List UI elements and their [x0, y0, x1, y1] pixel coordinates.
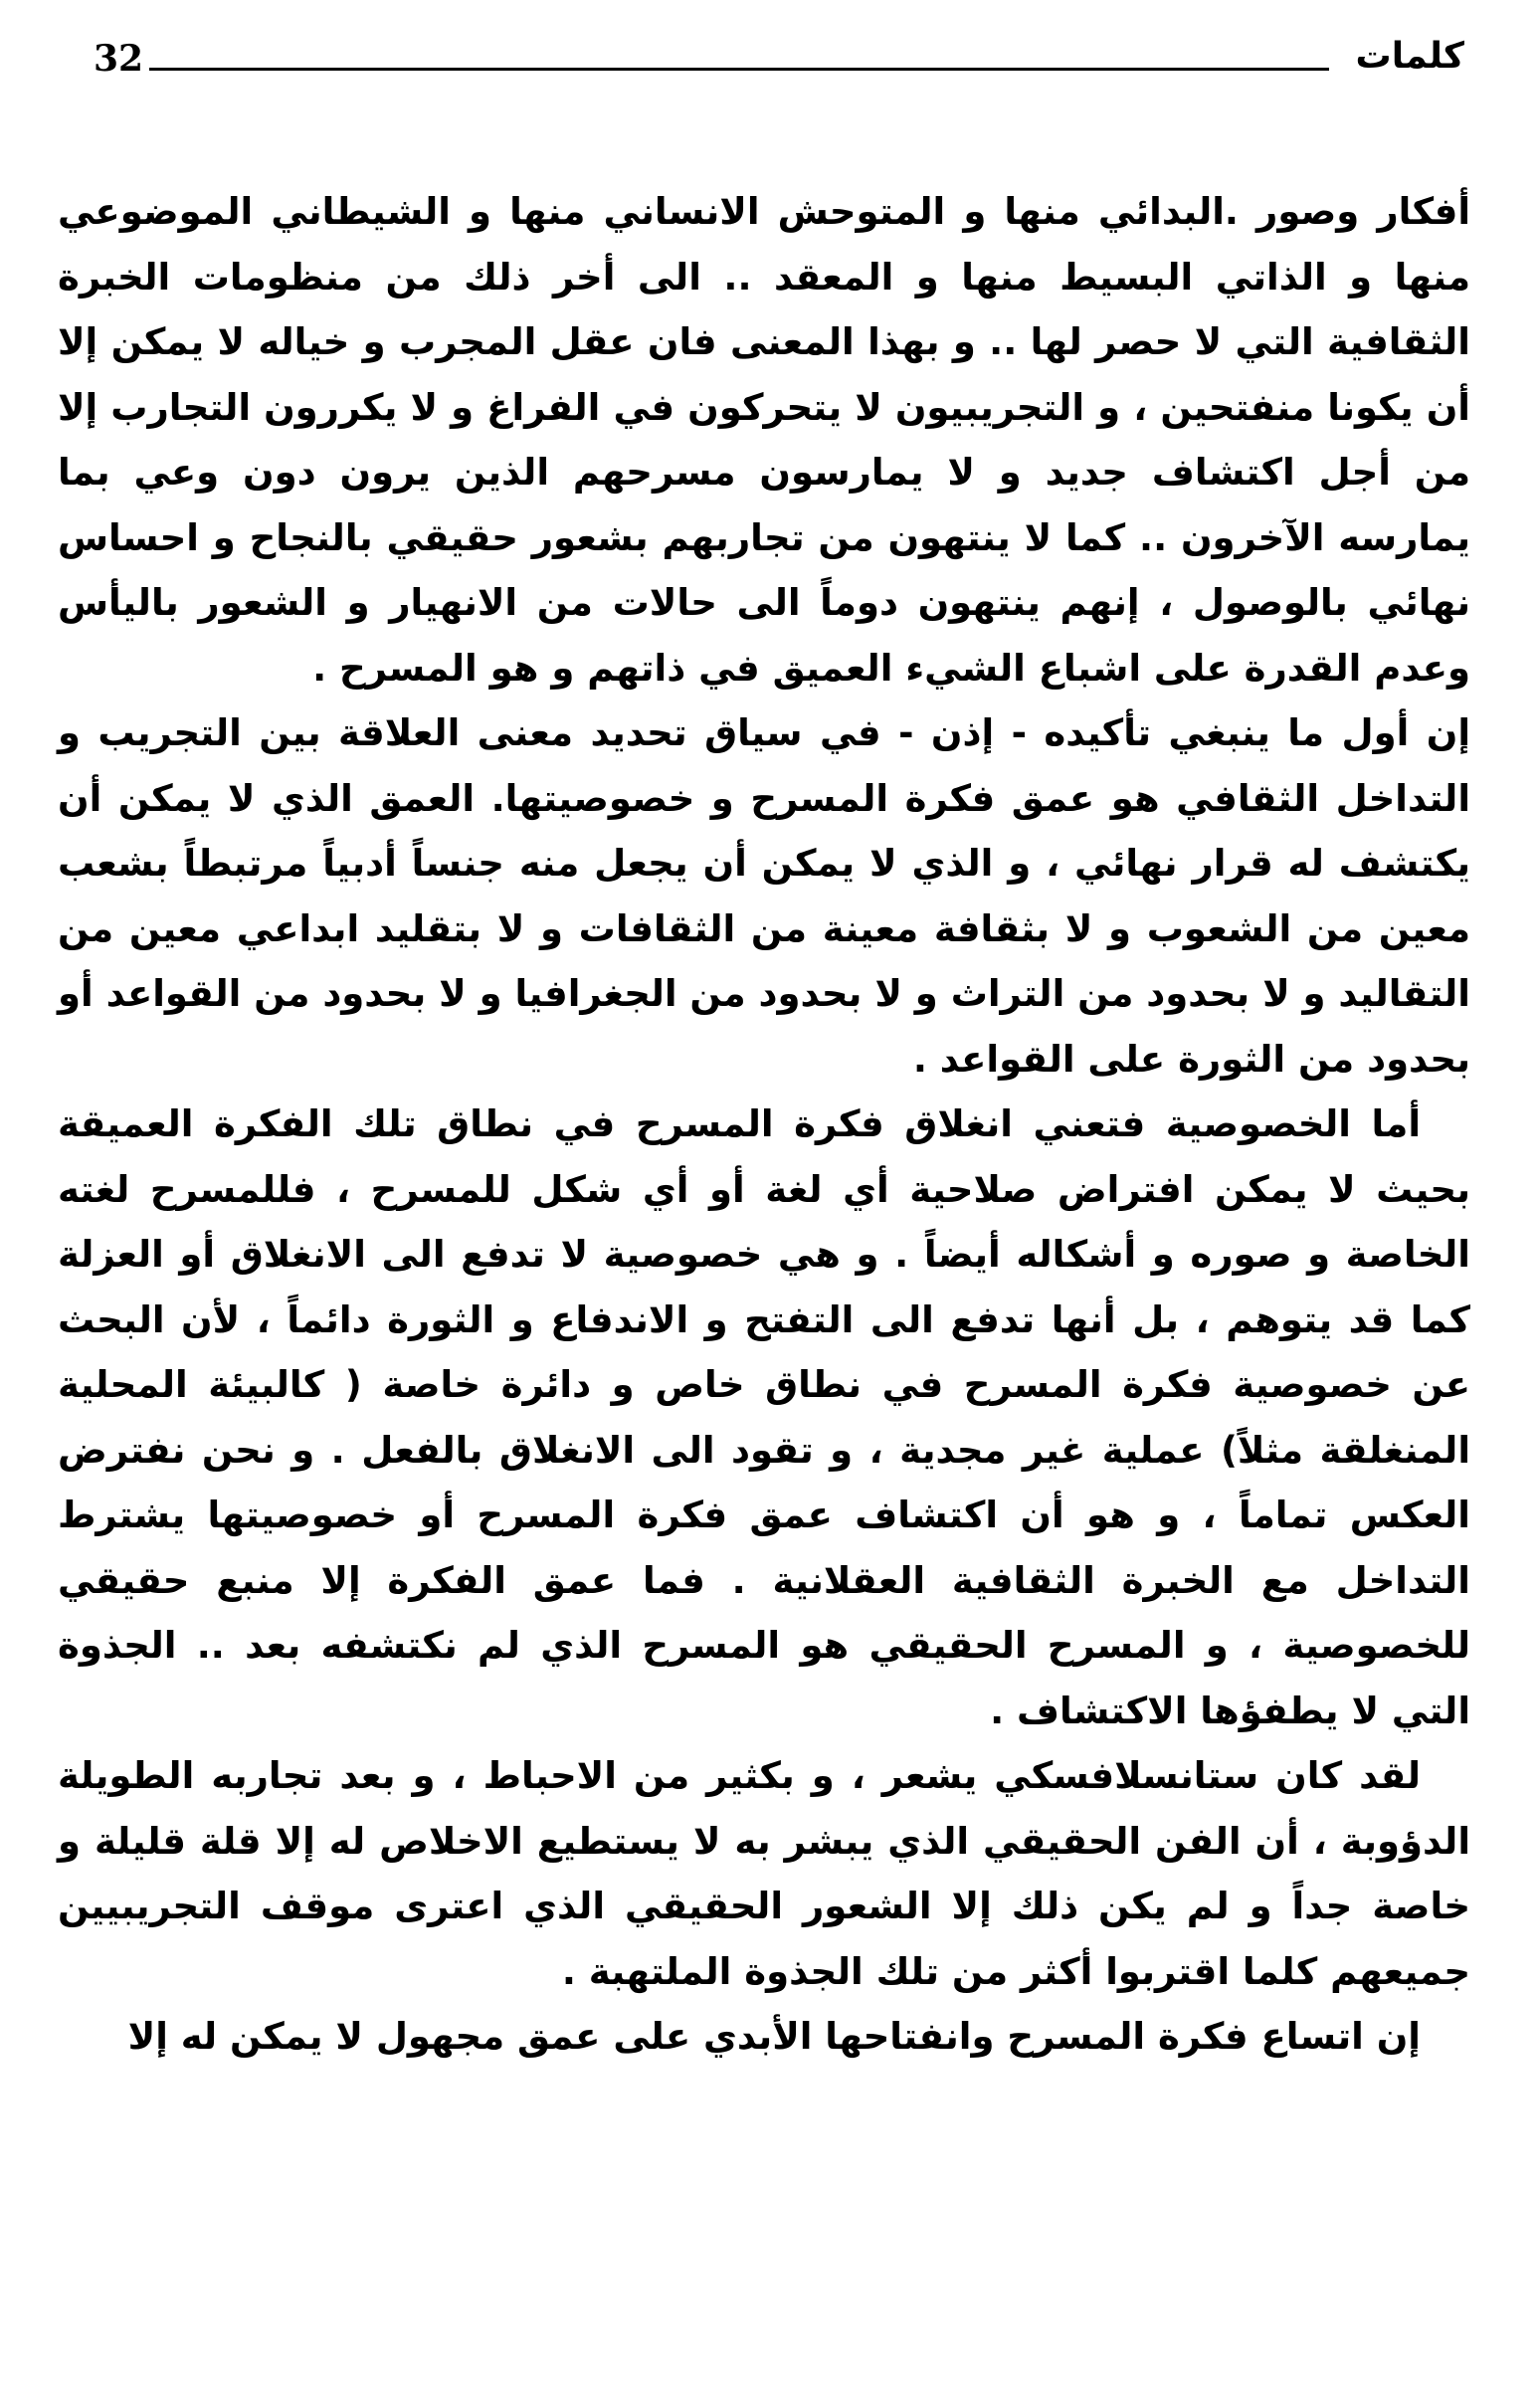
body-text: [58, 179, 1470, 2070]
page-number: 32: [94, 38, 144, 80]
paragraph-1: أفكار وصور .البدائي منها و المتوحش الانساني منها و الشيطاني الموضوعي منها و الذاتي البسيط منها و المعقد .. الى أخر ذلك من منظومات الخبرة الثقافية التي لا حصر لها .. و بهذا المعنى فان عقل المجرب و خياله لا يمكن إلا أن يكونا منفتحين ، و التجريبيون لا يتحركون في الفراغ و لا يكررون التجارب إلا من أجل اكتشاف جديد و لا يمارسون مسرحهم الذين يرون دون وعي بما يمارسه الآخرون .. كما لا ينتهون من تجاربهم بشعور حقيقي بالنجاح و احساس نهائي بالوصول ، إنهم ينتهون دوماً الى حالات من الانهيار و الشعور باليأس وعدم القدرة على اشباع الشيء العميق في ذاتهم و هو المسرح .: [58, 190, 1470, 690]
paragraph-3: أما الخصوصية فتعني انغلاق فكرة المسرح في نطاق تلك الفكرة العميقة بحيث لا يمكن افتراض صلاحية أي لغة أو أي شكل للمسرح ، فللمسرح لغته الخاصة و صوره و أشكاله أيضاً . و هي خصوصية لا تدفع الى الانغلاق أو العزلة كما قد يتوهم ، بل أنها تدفع الى التفتح و الاندفاع و الثورة دائماً ، لأن البحث عن خصوصية فكرة المسرح في نطاق خاص و دائرة خاصة ( كالبيئة المحلية المنغلقة مثلاً) عملية غير مجدية ، و تقود الى الانغلاق بالفعل . و نحن نفترض العكس تماماً ، و هو أن اكتشاف عمق فكرة المسرح أو خصوصيتها يشترط التداخل مع الخبرة الثقافية العقلانية . فما عمق الفكرة إلا منبع حقيقي للخصوصية ، و المسرح الحقيقي هو المسرح الذي لم نكتشفه بعد .. الجذوة التي لا يطفؤها الاكتشاف .: [58, 1102, 1470, 1732]
paragraph-5: إن اتساع فكرة المسرح وانفتاحها الأبدي على عمق مجهول لا يمكن له إلا: [127, 2015, 1421, 2058]
paragraph-4: لقد كان ستانسلافسكي يشعر ، و بكثير من الاحباط ، و بعد تجاربه الطويلة الدؤوبة ، أن الفن الحقيقي الذي يبشر به لا يستطيع الاخلاص له إلا قلة قليلة و خاصة جداً و لم يكن ذلك إلا الشعور الحقيقي الذي اعترى موقف التجريبيين جميعهم كلما اقتربوا أكثر من تلك الجذوة الملتهبة .: [58, 1754, 1470, 1993]
header-rule: [149, 68, 1329, 71]
page-header: [58, 30, 1470, 90]
book-page: [58, 30, 1470, 2358]
paragraph-2: إن أول ما ينبغي تأكيده - إذن - في سياق تحديد معنى العلاقة بين التجريب و التداخل الثقافي هو عمق فكرة المسرح و خصوصيتها. العمق الذي لا يمكن أن يكتشف له قرار نهائي ، و الذي لا يمكن أن يجعل منه جنساً أدبياً مرتبطاً بشعب معين من الشعوب و لا بثقافة معينة من الثقافات و لا بتقليد ابداعي معين من التقاليد و لا بحدود من التراث و لا بحدود من الجغرافيا و لا بحدود من القواعد أو بحدود من الثورة على القواعد .: [58, 711, 1470, 1081]
running-title: كلمات: [1355, 36, 1464, 77]
